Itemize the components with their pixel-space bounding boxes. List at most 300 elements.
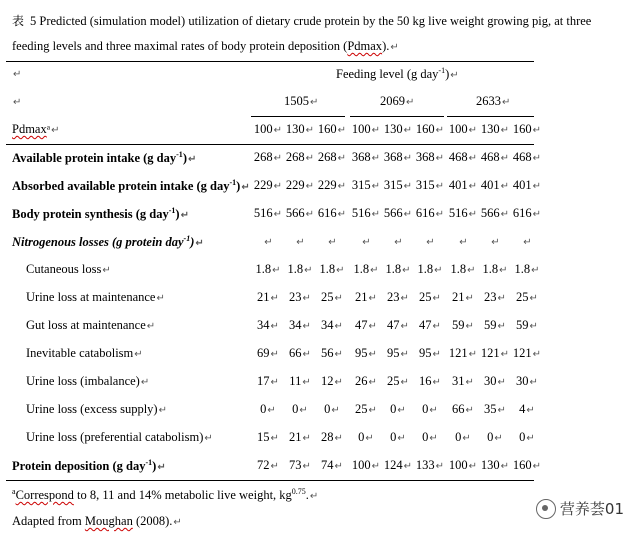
paragraph-mark-icon: ↵ [309, 491, 319, 503]
row-label [26, 374, 149, 389]
paragraph-mark-icon: ↵ [532, 181, 542, 192]
paragraph-mark-icon: ↵ [400, 349, 409, 360]
table-cell [252, 402, 284, 417]
table-cell [414, 178, 446, 193]
pdmax-value [414, 122, 446, 137]
cell-value: 1.8 [287, 262, 304, 276]
cell-value: 59 [484, 318, 497, 332]
feeding-level-text: Feeding level (g day [336, 67, 439, 82]
pdmax-value [382, 122, 414, 137]
cell-value: 21 [257, 290, 270, 304]
table-cell [316, 318, 348, 333]
paragraph-mark-icon: ↵ [526, 433, 535, 444]
paragraph-mark-icon: ↵ [272, 265, 281, 276]
paragraph-mark-icon: ↵ [491, 237, 500, 248]
table-cell [479, 458, 511, 473]
table-cell [511, 178, 543, 193]
cell-value: 401 [448, 178, 468, 192]
table-cell [447, 374, 479, 389]
row-label-close: ) [190, 235, 195, 250]
cell-value: 34 [321, 318, 334, 332]
cell-value: 0 [324, 402, 331, 416]
paragraph-mark-icon: ↵ [337, 181, 347, 192]
cell-value: 100 [351, 458, 371, 472]
row-label-sup: -1 [145, 458, 153, 467]
paragraph-mark-icon: ↵ [468, 209, 478, 220]
table-cell [414, 458, 446, 473]
table-cell [511, 430, 543, 445]
paragraph-mark-icon: ↵ [273, 125, 283, 136]
pdmax-value-text: 100 [448, 122, 468, 136]
cell-value: 95 [355, 346, 368, 360]
row-label-text: Urine loss at maintenance [26, 290, 156, 304]
table-cell [447, 318, 479, 333]
table-cell [447, 346, 479, 361]
cell-value: 73 [289, 458, 302, 472]
table-cell [479, 318, 511, 333]
cell-value: 59 [452, 318, 465, 332]
cell-value: 16 [419, 374, 432, 388]
paragraph-mark-icon: ↵ [435, 153, 445, 164]
paragraph-mark-icon: ↵ [432, 321, 441, 332]
paragraph-mark-icon: ↵ [102, 265, 111, 276]
paragraph-mark-icon: ↵ [156, 293, 165, 304]
table-cell [316, 346, 348, 361]
paragraph-mark-icon: ↵ [334, 293, 343, 304]
paragraph-mark-icon: ↵ [532, 209, 542, 220]
paragraph-mark-icon: ↵ [468, 181, 478, 192]
cell-value: 616 [512, 206, 532, 220]
footnote-end: . [305, 488, 309, 503]
cell-value: 35 [484, 402, 497, 416]
table-cell [316, 430, 348, 445]
caption-line-1 [12, 9, 612, 34]
table-cell [350, 262, 382, 277]
paragraph-mark-icon: ↵ [529, 293, 538, 304]
paragraph-mark-icon: ↵ [302, 433, 311, 444]
wechat-logo-icon [536, 499, 556, 519]
row-label [12, 150, 196, 166]
row-label [12, 178, 250, 194]
table-cell [350, 290, 382, 305]
table-cell [316, 206, 348, 221]
table-cell [350, 178, 382, 193]
paragraph-mark-icon: ↵ [435, 209, 445, 220]
cell-value: 0 [390, 402, 397, 416]
cell-value: 368 [351, 150, 371, 164]
paragraph-mark-icon: ↵ [435, 125, 445, 136]
cell-value: 616 [317, 206, 337, 220]
row-label-sup: -1 [168, 206, 176, 215]
cell-value: 1.8 [514, 262, 531, 276]
paragraph-mark-icon: ↵ [173, 517, 182, 528]
paragraph-mark-icon: ↵ [468, 461, 478, 472]
table-cell [350, 374, 382, 389]
paragraph-mark-icon: ↵ [334, 433, 343, 444]
paragraph-mark-icon: ↵ [429, 433, 438, 444]
pdmax-value [350, 122, 382, 137]
paragraph-mark-icon: ↵ [336, 265, 345, 276]
paragraph-mark-icon: ↵ [337, 153, 347, 164]
paragraph-mark-icon: ↵ [532, 461, 542, 472]
row-label [12, 234, 204, 250]
paragraph-mark-icon: ↵ [204, 433, 213, 444]
table-cell [382, 234, 414, 249]
paragraph-mark-icon: ↵ [299, 405, 308, 416]
paragraph-mark-icon: ↵ [328, 237, 337, 248]
paragraph-mark-icon: ↵ [158, 405, 167, 416]
table-caption [12, 9, 612, 60]
cell-value: 15 [257, 430, 270, 444]
table-cell [414, 290, 446, 305]
paragraph-mark-icon: ↵ [195, 238, 204, 250]
table-cell [414, 234, 446, 249]
cell-value: 1.8 [353, 262, 370, 276]
cell-value: 401 [480, 178, 500, 192]
caption-prefix: 表 [12, 14, 25, 28]
cell-value: 47 [355, 318, 368, 332]
group-rule-2633 [447, 116, 534, 117]
table-cell [350, 234, 382, 249]
paragraph-mark-icon: ↵ [529, 321, 538, 332]
group-label: 1505 [284, 94, 309, 108]
paragraph-mark-icon: ↵ [432, 377, 441, 388]
cell-value: 1.8 [385, 262, 402, 276]
paragraph-mark-icon: ↵ [273, 181, 283, 192]
feeding-level-close: ) [445, 67, 450, 82]
pdmax-value-text: 160 [512, 122, 532, 136]
table-cell [511, 262, 543, 277]
paragraph-mark-icon: ↵ [500, 461, 510, 472]
paragraph-mark-icon: ↵ [305, 125, 315, 136]
cell-value: 566 [383, 206, 403, 220]
group-header-1505 [284, 94, 318, 109]
table-cell [511, 458, 543, 473]
cell-value: 72 [257, 458, 270, 472]
table-cell [350, 150, 382, 165]
cell-value: 315 [383, 178, 403, 192]
footnote-link: Correspond [15, 488, 74, 503]
paragraph-mark-icon: ↵ [157, 462, 166, 474]
cell-value: 0 [390, 430, 397, 444]
paragraph-mark-icon: ↵ [270, 461, 279, 472]
group-header-2633 [476, 94, 510, 109]
paragraph-mark-icon: ↵ [500, 209, 510, 220]
paragraph-mark-icon: ↵ [467, 265, 476, 276]
table-cell [511, 290, 543, 305]
cell-value: 0 [358, 430, 365, 444]
paragraph-mark-icon: ↵ [267, 405, 276, 416]
table-cell [284, 318, 316, 333]
table-cell [511, 318, 543, 333]
paragraph-mark-icon: ↵ [368, 349, 377, 360]
cell-value: 47 [419, 318, 432, 332]
paragraph-mark-icon: ↵ [500, 349, 510, 360]
paragraph-mark-icon: ↵ [390, 42, 399, 53]
table-cell [316, 178, 348, 193]
cell-value: 268 [253, 150, 273, 164]
table-cell [252, 290, 284, 305]
row-label-text: Nitrogenous losses (g protein day [12, 235, 184, 250]
pdmax-value-text: 130 [285, 122, 305, 136]
cell-value: 17 [257, 374, 270, 388]
table-cell [479, 346, 511, 361]
paragraph-mark-icon: ↵ [51, 125, 60, 136]
cell-value: 100 [448, 458, 468, 472]
pdmax-footnote-marker: ᵃ [46, 122, 51, 136]
table-cell [479, 402, 511, 417]
table-cell [252, 374, 284, 389]
watermark-text: 营养荟01 [559, 500, 624, 518]
table-cell [316, 458, 348, 473]
cell-value: 368 [383, 150, 403, 164]
cell-value: 23 [484, 290, 497, 304]
row-label-text: Body protein synthesis (g day [12, 207, 169, 222]
cell-value: 34 [257, 318, 270, 332]
group-label: 2633 [476, 94, 501, 108]
cell-value: 0 [519, 430, 526, 444]
table-cell [284, 150, 316, 165]
row-label-close: ) [175, 207, 180, 222]
cell-value: 23 [289, 290, 302, 304]
cell-value: 30 [516, 374, 529, 388]
table-cell [284, 458, 316, 473]
paragraph-mark-icon: ↵ [429, 405, 438, 416]
paragraph-mark-icon: ↵ [371, 461, 381, 472]
paragraph-mark-icon: ↵ [532, 153, 542, 164]
cell-value: 121 [512, 346, 532, 360]
row-label [26, 430, 213, 445]
cell-value: 315 [415, 178, 435, 192]
paragraph-mark-icon: ↵ [394, 237, 403, 248]
paragraph-mark-icon: ↵ [402, 265, 411, 276]
cell-value: 12 [321, 374, 334, 388]
table-cell [382, 402, 414, 417]
table-cell [447, 234, 479, 249]
paragraph-mark-icon: ↵ [426, 237, 435, 248]
table-cell [479, 178, 511, 193]
table-cell [284, 290, 316, 305]
group-rule-1505 [251, 116, 345, 117]
pdmax-value-text: 130 [383, 122, 403, 136]
paragraph-mark-icon: ↵ [371, 181, 381, 192]
paragraph-mark-icon: ↵ [13, 97, 22, 108]
paragraph-mark-icon: ↵ [465, 321, 474, 332]
row-label [26, 402, 167, 417]
table-bottom-rule [6, 480, 534, 481]
cell-value: 121 [448, 346, 468, 360]
cell-value: 95 [387, 346, 400, 360]
paragraph-mark-icon: ↵ [370, 265, 379, 276]
table-cell [479, 374, 511, 389]
cell-value: 229 [253, 178, 273, 192]
paragraph-mark-icon: ↵ [500, 153, 510, 164]
paragraph-mark-icon: ↵ [273, 153, 283, 164]
feeding-level-header [336, 66, 459, 82]
cell-value: 21 [452, 290, 465, 304]
caption-pdmax: Pdmax [347, 39, 383, 53]
table-cell [252, 206, 284, 221]
pdmax-value [316, 122, 348, 137]
paragraph-mark-icon: ↵ [302, 461, 311, 472]
paragraph-mark-icon: ↵ [270, 377, 279, 388]
paragraph-mark-icon: ↵ [368, 377, 377, 388]
pdmax-label [12, 122, 60, 137]
group-header-2069 [380, 94, 414, 109]
cell-value: 468 [448, 150, 468, 164]
paragraph-mark-icon: ↵ [305, 181, 315, 192]
paragraph-mark-icon: ↵ [403, 209, 413, 220]
cell-value: 25 [387, 374, 400, 388]
table-cell [447, 178, 479, 193]
table-cell [252, 150, 284, 165]
table-cell [447, 458, 479, 473]
cell-value: 566 [285, 206, 305, 220]
row-label [12, 206, 189, 222]
paragraph-mark-icon: ↵ [531, 265, 540, 276]
table-cell [382, 262, 414, 277]
cell-value: 268 [317, 150, 337, 164]
paragraph-mark-icon: ↵ [302, 293, 311, 304]
paragraph-mark-icon: ↵ [532, 349, 542, 360]
paragraph-mark-icon: ↵ [497, 321, 506, 332]
paragraph-mark-icon: ↵ [403, 125, 413, 136]
table-top-rule [6, 61, 534, 62]
table-cell [382, 178, 414, 193]
table-cell [284, 346, 316, 361]
paragraph-mark-icon: ↵ [465, 377, 474, 388]
cell-value: 59 [516, 318, 529, 332]
adapted-year: (2008). [132, 514, 173, 528]
row-label-text: Inevitable catabolism [26, 346, 134, 360]
row-label-sup: -1 [183, 234, 191, 243]
table-cell [350, 458, 382, 473]
paragraph-mark-icon: ↵ [502, 97, 511, 108]
paragraph-mark-icon: ↵ [371, 153, 381, 164]
table-cell [479, 262, 511, 277]
table-cell [382, 318, 414, 333]
table-cell [316, 290, 348, 305]
cell-value: 229 [317, 178, 337, 192]
caption-text-2: feeding levels and three maximal rates of body protein deposition ( [12, 39, 348, 53]
cell-value: 47 [387, 318, 400, 332]
table-cell [316, 402, 348, 417]
paragraph-mark-icon: ↵ [400, 377, 409, 388]
table-cell [284, 402, 316, 417]
table-cell [284, 374, 316, 389]
cell-value: 25 [355, 402, 368, 416]
table-cell [284, 234, 316, 249]
cell-value: 468 [512, 150, 532, 164]
cell-value: 56 [321, 346, 334, 360]
paragraph-mark-icon: ↵ [310, 97, 319, 108]
footnote-marker: a [12, 487, 16, 496]
cell-value: 25 [516, 290, 529, 304]
pdmax-value-text: 130 [480, 122, 500, 136]
paragraph-mark-icon: ↵ [296, 237, 305, 248]
cell-value: 25 [419, 290, 432, 304]
paragraph-mark-icon: ↵ [468, 349, 478, 360]
table-cell [382, 430, 414, 445]
paragraph-mark-icon: ↵ [459, 237, 468, 248]
paragraph-mark-icon: ↵ [435, 461, 445, 472]
paragraph-mark-icon: ↵ [302, 321, 311, 332]
cell-value: 516 [253, 206, 273, 220]
cell-value: 160 [512, 458, 532, 472]
pdmax-value [284, 122, 316, 137]
cell-value: 66 [452, 402, 465, 416]
table-cell [252, 430, 284, 445]
pdmax-value-text: 100 [351, 122, 371, 136]
table-cell [350, 430, 382, 445]
table-cell [252, 318, 284, 333]
cell-value: 468 [480, 150, 500, 164]
table-cell [414, 150, 446, 165]
paragraph-mark-icon: ↵ [270, 433, 279, 444]
paragraph-mark-icon: ↵ [403, 181, 413, 192]
row-label [26, 262, 111, 277]
cell-value: 0 [487, 430, 494, 444]
row-label-text: Urine loss (excess supply) [26, 402, 158, 416]
cell-value: 368 [415, 150, 435, 164]
pdmax-value-text: 160 [317, 122, 337, 136]
paragraph-mark-icon: ↵ [497, 377, 506, 388]
table-cell [414, 262, 446, 277]
table-cell [414, 206, 446, 221]
table-cell [284, 430, 316, 445]
table-cell [284, 206, 316, 221]
table-cell [382, 206, 414, 221]
cell-value: 0 [422, 402, 429, 416]
row-label-sup: -1 [229, 178, 237, 187]
cell-value: 229 [285, 178, 305, 192]
table-cell [511, 374, 543, 389]
paragraph-mark-icon: ↵ [270, 321, 279, 332]
paragraph-mark-icon: ↵ [180, 210, 189, 222]
paragraph-mark-icon: ↵ [529, 377, 538, 388]
cell-value: 34 [289, 318, 302, 332]
table-cell [479, 290, 511, 305]
pdmax-value-text: 160 [415, 122, 435, 136]
cell-value: 74 [321, 458, 334, 472]
table-cell [284, 178, 316, 193]
cell-value: 0 [292, 402, 299, 416]
paragraph-mark-icon: ↵ [403, 461, 413, 472]
cell-value: 1.8 [450, 262, 467, 276]
cell-value: 69 [257, 346, 270, 360]
paragraph-mark-icon: ↵ [368, 321, 377, 332]
table-cell [447, 290, 479, 305]
paragraph-mark-icon: ↵ [241, 182, 250, 194]
cell-value: 566 [480, 206, 500, 220]
paragraph-mark-icon: ↵ [331, 405, 340, 416]
cell-value: 66 [289, 346, 302, 360]
cell-value: 315 [351, 178, 371, 192]
cell-value: 268 [285, 150, 305, 164]
table-cell [382, 290, 414, 305]
paragraph-mark-icon: ↵ [494, 433, 503, 444]
cell-value: 516 [448, 206, 468, 220]
table-cell [414, 346, 446, 361]
row-label-text: Urine loss (preferential catabolism) [26, 430, 204, 444]
paragraph-mark-icon: ↵ [397, 405, 406, 416]
cell-value: 124 [383, 458, 403, 472]
row-label-text: Absorbed available protein intake (g day [12, 179, 230, 194]
paragraph-mark-icon: ↵ [400, 293, 409, 304]
row-label [26, 290, 165, 305]
table-cell [511, 206, 543, 221]
table-cell [252, 458, 284, 473]
